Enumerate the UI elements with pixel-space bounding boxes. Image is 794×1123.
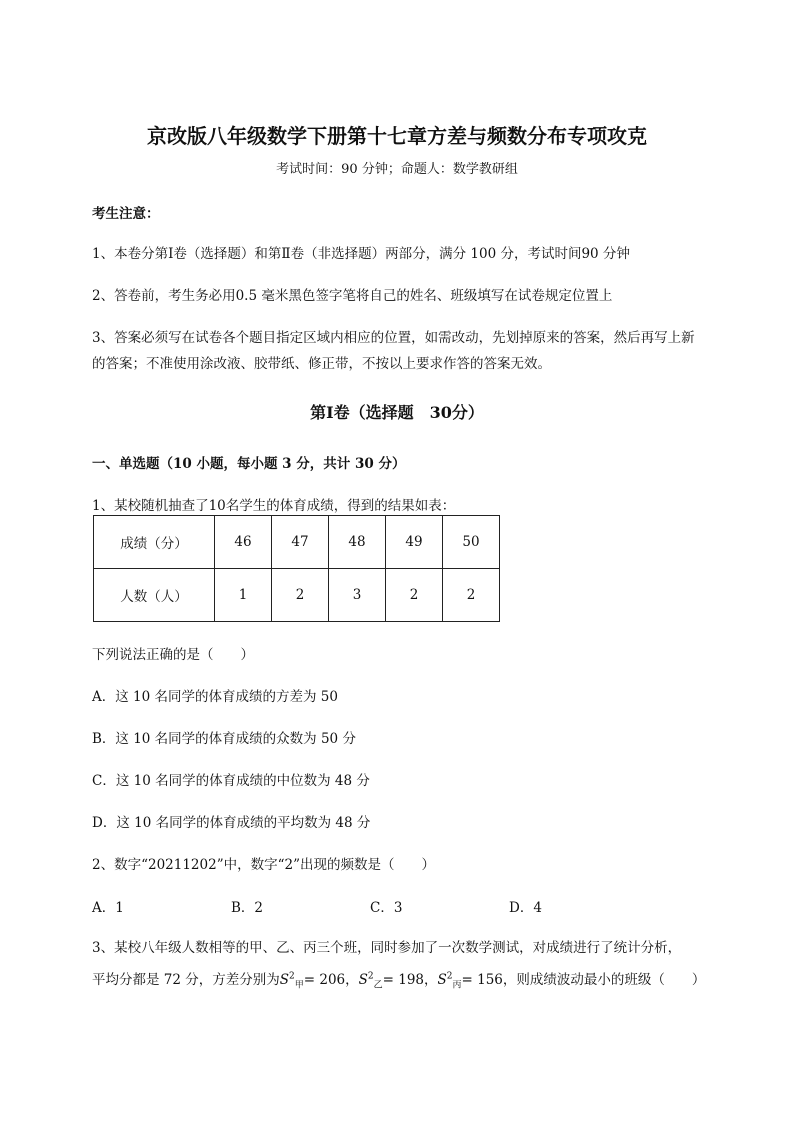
question-2-option-c[interactable]: C．3: [370, 900, 403, 916]
notice-item-2: 2、答卷前，考生务必用0.5 毫米黑色签字笔将自己的姓名、班级填写在试卷规定位置上: [92, 288, 613, 304]
question-2-stem: 2、数字“20211202”中，数字“2”出现的频数是（ ）: [92, 857, 435, 873]
table-row: [94, 569, 500, 622]
variance-label-bing: 丙: [452, 980, 462, 991]
variance-value-bing: = 156: [461, 972, 503, 988]
variance-exponent: 2: [289, 971, 295, 982]
variance-exponent: 2: [446, 971, 453, 982]
question-1-option-c[interactable]: C．这 10 名同学的体育成绩的中位数为 48 分: [92, 773, 370, 789]
part-heading: 一、单选题（10 小题，每小题 3 分，共计 30 分）: [92, 456, 406, 472]
question-2-option-a[interactable]: A．1: [92, 900, 124, 916]
variance-symbol: S: [358, 972, 368, 988]
question-3-text: 平均分都是 72 分，方差分别为: [92, 972, 280, 988]
question-1-option-b[interactable]: B．这 10 名同学的体育成绩的众数为 50 分: [92, 731, 356, 747]
question-3-line-1: 3、某校八年级人数相等的甲、乙、丙三个班，同时参加了一次数学测试，对成绩进行了统计分析，: [92, 940, 682, 956]
table-row-label: 成绩（分）: [94, 516, 215, 569]
section-title: 第Ⅰ卷（选择题 30分）: [310, 403, 484, 422]
notice-item-3-cont: 的答案；不准使用涂改液、胶带纸、修正带，不按以上要求作答的答案无效。: [92, 356, 551, 372]
table-cell: 49: [386, 516, 443, 569]
question-1-stem: 1、某校随机抽查了10名学生的体育成绩，得到的结果如表：: [92, 498, 456, 514]
document-title: 京改版八年级数学下册第十七章方差与频数分布专项攻克: [147, 124, 647, 148]
table-cell: 47: [272, 516, 329, 569]
variance-label-jia: 甲: [294, 980, 304, 991]
exam-info: 考试时间：90 分钟；命题人：数学教研组: [276, 162, 518, 177]
table-row-label: 人数（人）: [94, 569, 215, 622]
question-1-option-d[interactable]: D．这 10 名同学的体育成绩的平均数为 48 分: [92, 815, 371, 831]
question-1-option-a[interactable]: A．这 10 名同学的体育成绩的方差为 50: [92, 689, 338, 705]
question-3-text-end: ，则成绩波动最小的班级（ ）: [502, 972, 706, 988]
table-cell: 2: [386, 569, 443, 622]
question-2-option-d[interactable]: D．4: [509, 900, 542, 916]
table-row: [94, 516, 500, 569]
variance-exponent: 2: [367, 971, 374, 982]
table-cell: 3: [329, 569, 386, 622]
score-table: [93, 515, 500, 622]
notice-item-1: 1、本卷分第Ⅰ卷（选择题）和第Ⅱ卷（非选择题）两部分，满分 100 分，考试时间90 分钟: [92, 246, 630, 262]
table-cell: 46: [215, 516, 272, 569]
question-1-prompt: 下列说法正确的是（ ）: [92, 647, 254, 663]
variance-symbol: S: [279, 972, 290, 988]
table-cell: 1: [215, 569, 272, 622]
notice-item-3: 3、答案必须写在试卷各个题目指定区域内相应的位置，如需改动，先划掉原来的答案，然后再写上新: [92, 330, 695, 346]
table-cell: 2: [443, 569, 500, 622]
variance-symbol: S: [437, 972, 447, 988]
table-cell: 50: [443, 516, 500, 569]
variance-value-yi: = 198: [382, 972, 425, 988]
question-2-option-b[interactable]: B．2: [231, 900, 264, 916]
variance-value-jia: = 206: [303, 972, 346, 988]
notice-heading: 考生注意：: [92, 206, 160, 222]
variance-label-yi: 乙: [373, 980, 383, 991]
table-cell: 2: [272, 569, 329, 622]
question-3-line-2: 平均分都是 72 分，方差分别为$S^2_甲= 206$，$S^2_乙= 198$，$S^2_丙= 156$，则成绩波动最小的班级（ ）: [92, 971, 706, 991]
table-cell: 48: [329, 516, 386, 569]
